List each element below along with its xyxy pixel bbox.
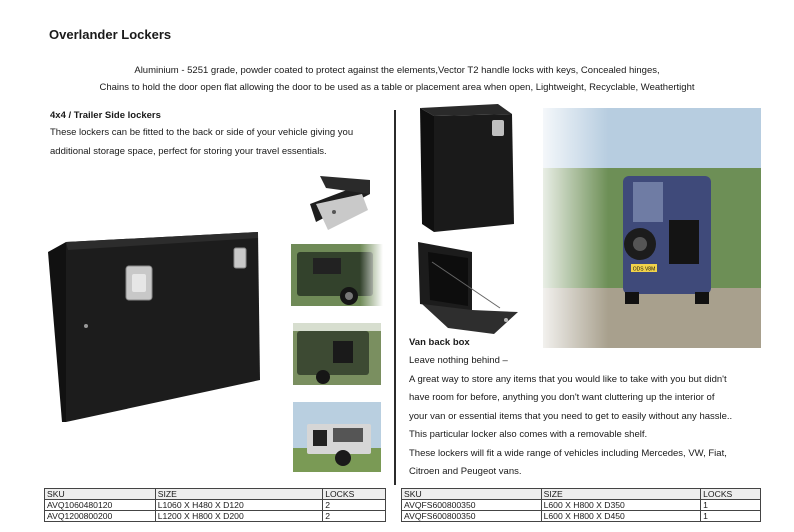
t-handle-lock-left-inner [132, 274, 146, 292]
box-lock [492, 120, 504, 136]
page-title: Overlander Lockers [49, 27, 172, 42]
locker-side-face [48, 242, 66, 422]
landrover-photo-1 [291, 244, 383, 306]
header-sku: SKU [402, 489, 542, 500]
cell-sku: AVQ1060480120 [45, 500, 156, 511]
table-row [402, 500, 761, 511]
table-row [45, 511, 386, 522]
header-locks: LOCKS [701, 489, 761, 500]
open-side-locker-image [306, 174, 374, 234]
intro-line-1: Aluminium - 5251 grade, powder coated to protect against the elements,Vector T2 handle locks with keys, Concealed hinges, [134, 65, 660, 76]
cell-locks: 2 [323, 500, 386, 511]
intro-line-2: Chains to hold the door open flat allowing the door to be used as a table or placement area when open, Lightweight, Recyclable, Weathertight [99, 82, 695, 93]
cell-sku: AVQFS600800350 [402, 511, 542, 522]
cell-locks: 2 [323, 511, 386, 522]
header-size: SIZE [155, 489, 322, 500]
header-locks: LOCKS [323, 489, 386, 500]
cell-size: L600 X H800 X D350 [541, 500, 701, 511]
trailer-locker [313, 430, 327, 446]
van-desc-line-2: A great way to store any items that you would like to take with you but didn't [409, 373, 727, 385]
open-box-interior [428, 252, 468, 306]
t-handle-lock-right [234, 248, 246, 268]
rivet [84, 324, 88, 328]
cell-locks: 1 [701, 500, 761, 511]
table-header-row [402, 489, 761, 500]
open-locker-lock [332, 210, 336, 214]
trailer-wheel [335, 450, 351, 466]
side-lockers-line-1: These lockers can be fitted to the back or side of your vehicle giving you [50, 127, 354, 138]
van-back-box-closed-image [420, 104, 518, 234]
van-back-box-description [409, 352, 732, 482]
side-lockers-sku-table [44, 488, 386, 522]
box-side [420, 108, 434, 232]
vehicle-wheel [316, 370, 330, 384]
van-back-box-open-image [414, 242, 522, 336]
box-top [420, 104, 512, 116]
van-desc-line-6: These lockers will fit a wide range of vehicles including Mercedes, VW, Fiat, [409, 447, 727, 459]
trailer-photo [293, 402, 381, 472]
cell-size: L1060 X H480 X D120 [155, 500, 322, 511]
van-photo [543, 108, 761, 348]
side-lockers-description [50, 124, 353, 161]
cell-sku: AVQ1200800200 [45, 511, 156, 522]
column-divider [394, 110, 396, 485]
intro-text [0, 62, 794, 96]
van-back-box-sku-table [401, 488, 761, 522]
cell-size: L600 X H800 X D450 [541, 511, 701, 522]
cell-locks: 1 [701, 511, 761, 522]
header-size: SIZE [541, 489, 701, 500]
locker-front-face [66, 232, 260, 422]
vehicle-locker [333, 341, 353, 363]
table-row [402, 511, 761, 522]
table-row [45, 500, 386, 511]
cell-sku: AVQFS600800350 [402, 500, 542, 511]
landrover-photo-2 [293, 323, 381, 385]
side-lockers-heading: 4x4 / Trailer Side lockers [50, 110, 161, 121]
van-desc-line-5: This particular locker also comes with a removable shelf. [409, 429, 648, 440]
van-desc-line-1: Leave nothing behind – [409, 355, 508, 366]
van-desc-line-4: your van or essential items that you need to get to easily without any hassle.. [409, 410, 733, 422]
cell-size: L1200 X H800 X D200 [155, 511, 322, 522]
van-desc-line-7: Citroen and Peugeot vans. [409, 466, 522, 477]
side-lockers-line-2: additional storage space, perfect for storing your travel essentials. [50, 145, 327, 157]
van-desc-line-3: have room for before, anything you don't want cluttering up the interior of [409, 392, 715, 403]
table-header-row [45, 489, 386, 500]
header-sku: SKU [45, 489, 156, 500]
side-locker-main-image [44, 230, 264, 425]
van-back-box-heading: Van back box [409, 337, 470, 348]
